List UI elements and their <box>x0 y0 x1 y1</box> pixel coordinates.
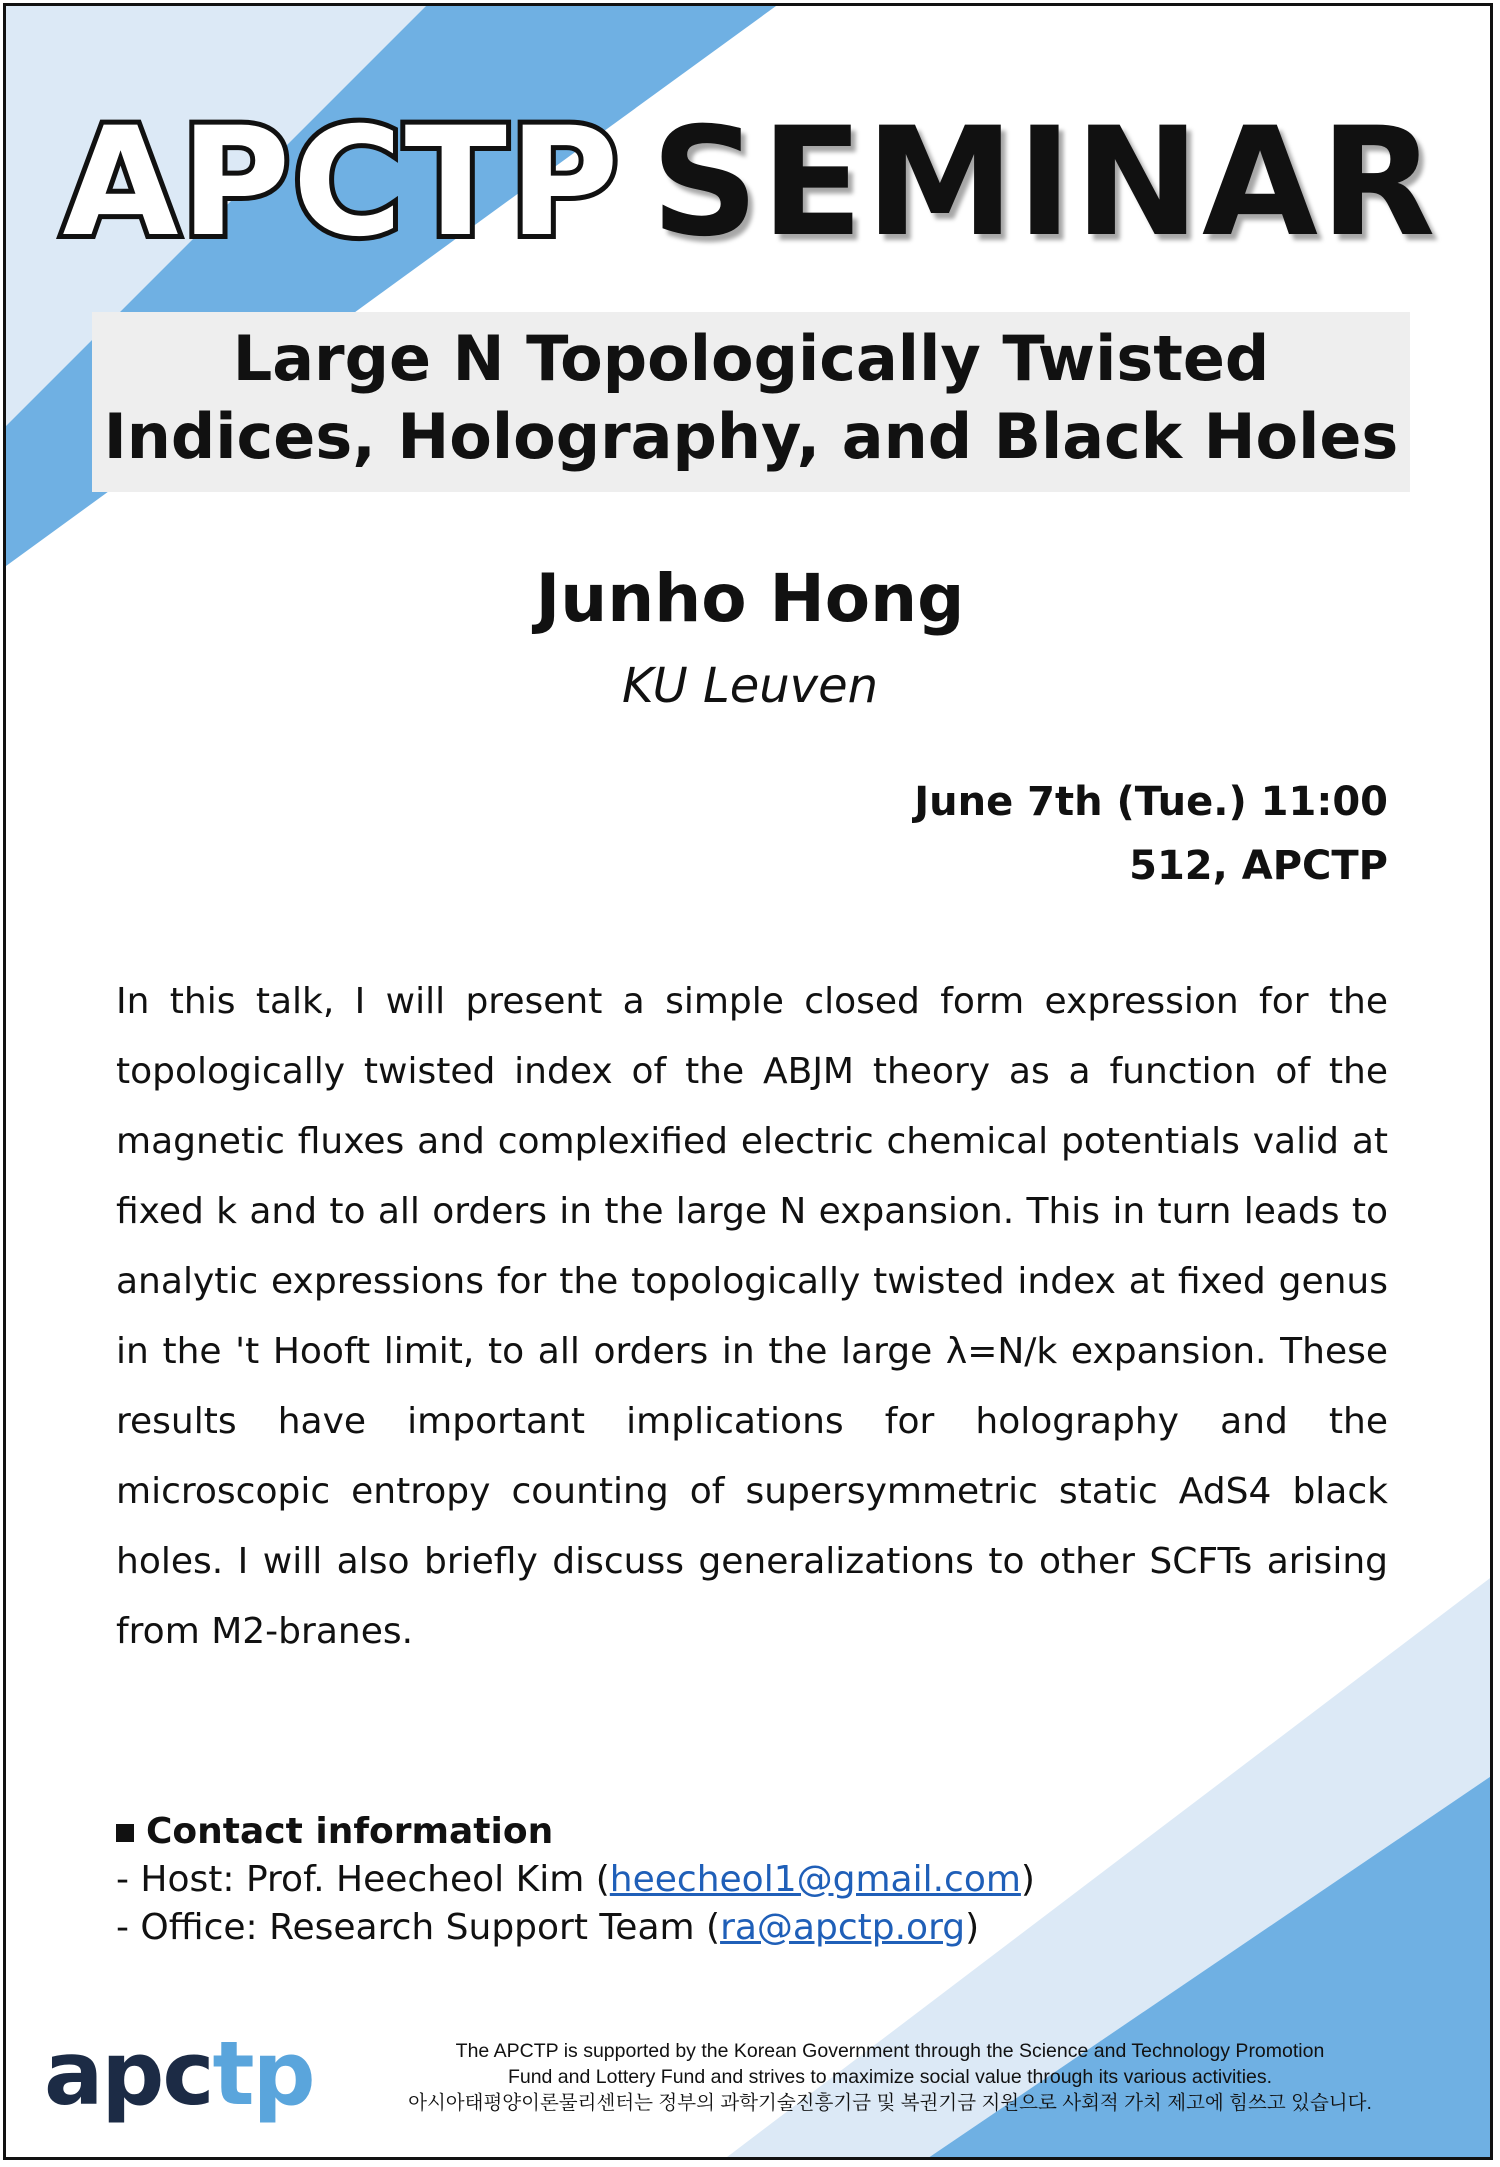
talk-title-line-1: Large N Topologically Twisted <box>232 322 1270 395</box>
talk-title <box>92 320 1410 476</box>
footer-line-1: The APCTP is supported by the Korean Government through the Science and Technology Promotion <box>455 2040 1325 2062</box>
office-close-paren: ) <box>965 1907 980 1948</box>
talk-title-line-2: Indices, Holography, and Black Holes <box>103 400 1399 473</box>
host-close-paren: ) <box>1020 1859 1035 1900</box>
abstract-text: In this talk, I will present a simple closed form expression for the topologically twisted index of the ABJM theory as a function of the magnetic fluxes and complexified electric chemical potentials valid at fixed k and to all orders in the large N expansion. This in turn leads to analytic expressions for the topologically twisted index at fixed genus in the 't Hooft limit, to all orders in the large λ=N/k expansion. These results have important implications for holography and the microscopic entropy counting of supersymmetric static AdS4 black holes. I will also briefly discuss generalizations to other SCFTs arising from M2-branes. <box>116 981 1388 1652</box>
contact-office <box>116 1904 1035 1952</box>
footer-line-2: Fund and Lottery Fund and strives to maximize social value through its various activities. <box>507 2066 1273 2088</box>
apctp-logo <box>44 2022 314 2125</box>
speaker-name: Junho Hong <box>535 560 965 637</box>
logo-part-1: apc <box>44 2022 213 2125</box>
seminar-title <box>0 96 1500 270</box>
schedule-location: 512, APCTP <box>1129 843 1388 889</box>
schedule <box>914 770 1388 898</box>
contact-heading <box>116 1808 1035 1856</box>
speaker-affiliation: KU Leuven <box>621 658 879 714</box>
office-email-link[interactable]: ra@apctp.org <box>720 1907 966 1948</box>
title-apctp: APCTP <box>62 96 621 270</box>
title-seminar: SEMINAR <box>650 96 1438 270</box>
contact-host <box>116 1856 1035 1904</box>
footer-notice <box>330 2038 1450 2116</box>
host-label: - Host: Prof. Heecheol Kim ( <box>116 1859 610 1900</box>
host-email-link[interactable]: heecheol1@gmail.com <box>609 1859 1021 1900</box>
office-label: - Office: Research Support Team ( <box>116 1907 721 1948</box>
schedule-datetime: June 7th (Tue.) 11:00 <box>914 779 1388 825</box>
logo-part-2: tp <box>212 2022 314 2125</box>
contact-section <box>116 1808 1035 1952</box>
contact-heading-text: Contact information <box>146 1811 554 1852</box>
square-bullet-icon <box>116 1824 134 1842</box>
footer-line-3: 아시아태평양이론물리센터는 정부의 과학기술진흥기금 및 복권기금 지원으로 사회적 가치 제고에 힘쓰고 있습니다. <box>408 2092 1372 2114</box>
